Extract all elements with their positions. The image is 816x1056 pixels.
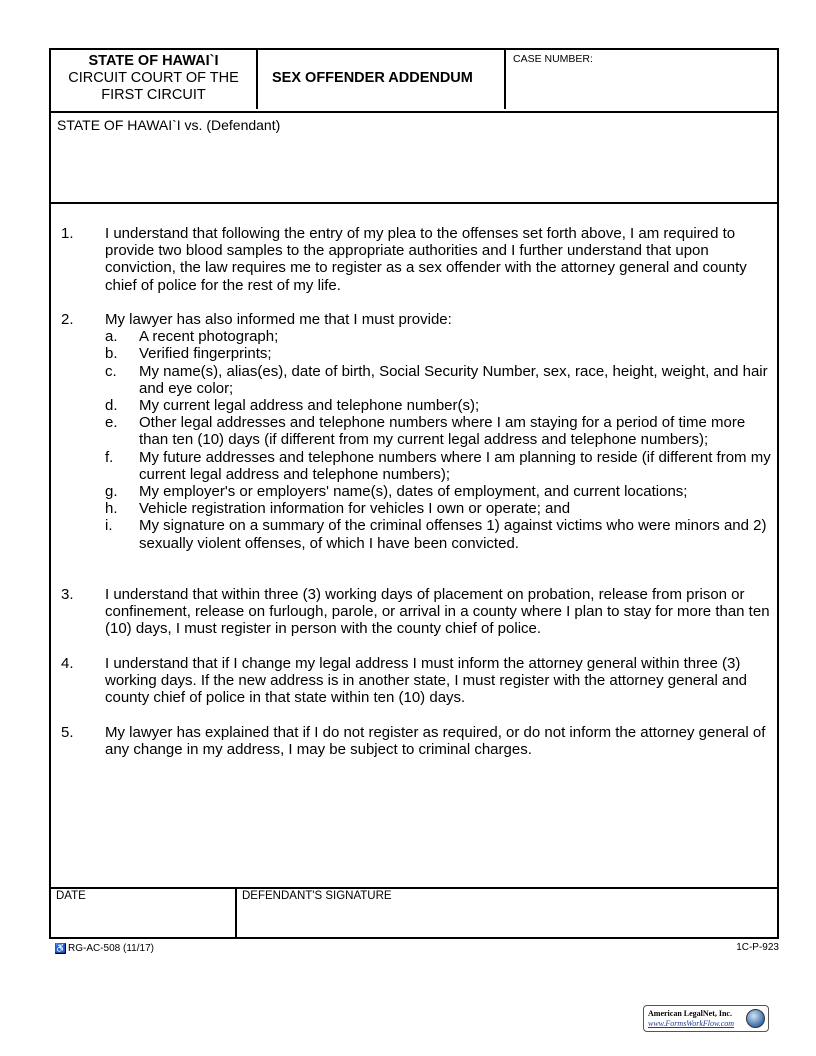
court-form [49,48,779,939]
date-field[interactable] [51,888,237,937]
list-item-g [105,483,773,500]
paragraph-text: I understand that if I change my legal address I must inform the attorney general within three (3) working days. If the new address is in another state, I must register with the attorney general and county chief of police in that state within ten (10) days. [105,655,748,707]
item-text: My current legal address and telephone number(s); [139,397,480,415]
signature-row [51,888,777,937]
publisher-badge[interactable] [643,1005,769,1032]
item-letter: h. [105,500,118,518]
list-item-i [105,517,773,551]
form-number-text: RG-AC-508 (11/17) [68,943,154,954]
globe-icon [746,1009,765,1028]
item-letter: e. [105,414,118,432]
item-text: Other legal addresses and telephone numbers where I am staying for a period of time more than ten (10) days (if different from my current legal address and telephone numbers); [139,414,746,449]
court-line-1: CIRCUIT COURT OF THE [68,70,239,86]
paragraph-text: I understand that following the entry of my plea to the offenses set forth above, I am required to provide two blood samples to the appropriate authorities and I further understand that upon conviction, the law requires me to register as a sex offender with the attorney general and county chief of police for the rest of my life. [105,225,747,294]
item-text: My employer's or employers' name(s), dates of employment, and current locations; [139,483,688,501]
form-code: 1C-P-923 [736,942,779,953]
case-number-label: CASE NUMBER: [513,53,593,65]
paragraph-4 [61,655,773,707]
case-caption-field[interactable] [51,111,777,204]
paragraph-number: 4. [61,655,74,672]
item-letter: d. [105,397,118,415]
publisher-url[interactable]: www.FormsWorkFlow.com [648,1019,735,1028]
item-letter: c. [105,362,117,380]
item-letter: i. [105,517,113,535]
form-title: SEX OFFENDER ADDENDUM [260,50,506,109]
paragraph-2 [61,311,773,552]
paragraph-3 [61,586,773,638]
list-item-e [105,414,773,448]
item-text: A recent photograph; [139,328,279,346]
item-letter: a. [105,328,118,346]
list-item-b [105,345,773,362]
paragraph-text: I understand that within three (3) working days of placement on probation, release from prison or confinement, release on furlough, parole, or arrival in a county where I plan to stay for more than ten (10) days, I must register in person with the county chief of police. [105,586,770,638]
publisher-name: American LegalNet, Inc. [648,1009,732,1018]
list-item-c [105,363,773,397]
form-header [51,50,777,113]
addendum-body [51,203,777,889]
list-item-a [105,328,773,345]
paragraph-number: 1. [61,225,74,242]
state-name: STATE OF HAWAI`I [88,53,219,69]
list-item-d [105,397,773,414]
caption-label: STATE OF HAWAI`I vs. (Defendant) [57,117,281,133]
paragraph-1 [61,225,773,294]
item-letter: g. [105,483,118,501]
form-number [55,943,154,954]
list-item-h [105,500,773,517]
item-text: Verified fingerprints; [139,345,272,363]
paragraph-number: 2. [61,311,74,328]
paragraph-number: 5. [61,724,74,741]
item-text: My name(s), alias(es), date of birth, Social Security Number, sex, race, height, weight, and hair and eye color; [139,362,768,397]
item-text: Vehicle registration information for vehicles I own or operate; and [139,500,571,518]
paragraph-text: My lawyer has explained that if I do not register as required, or do not inform the attorney general of any change in my address, I may be subject to criminal charges. [105,724,766,759]
paragraph-5 [61,724,773,758]
paragraph-number: 3. [61,586,74,603]
signature-label: DEFENDANT'S SIGNATURE [242,890,392,902]
court-line-2: FIRST CIRCUIT [101,87,206,103]
list-item-f [105,449,773,483]
wheelchair-icon: ♿ [54,943,67,953]
item-text: My signature on a summary of the criminal offenses 1) against victims who were minors and 2) sexually violent offenses, of which I have been convicted. [139,517,767,552]
date-label: DATE [56,890,86,902]
item-text: My future addresses and telephone numbers where I am planning to reside (if different from my current legal address and telephone numbers); [139,448,771,483]
item-letter: b. [105,345,118,363]
court-name-cell [51,50,258,109]
paragraph-text: My lawyer has also informed me that I must provide: [105,311,452,328]
item-letter: f. [105,448,114,466]
defendant-signature-field[interactable] [237,888,777,937]
